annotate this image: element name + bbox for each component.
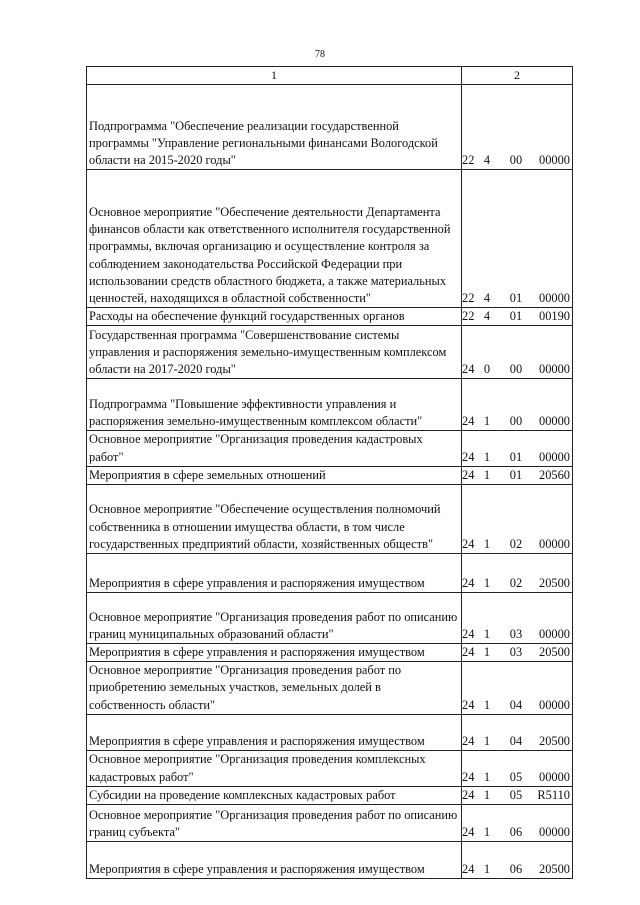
code-part-c2: 4 [483, 153, 491, 167]
code-part-c4: 20500 [539, 645, 570, 660]
code-part-c1: 24 [462, 536, 475, 551]
row-description: Основное мероприятие "Организация проведения работ по приобретению земельных участков, земельных долей в собственность области" [87, 662, 462, 715]
row-description: Основное мероприятие "Обеспечение осуществления полномочий собственника в отношении имущества области, в том числе государственных предприятий области, хозяйственных обществ" [87, 485, 462, 554]
target-code [462, 413, 572, 430]
table-row [87, 554, 573, 593]
code-part-c2: 1 [483, 645, 491, 660]
code-part-c3: 02 [509, 575, 523, 590]
code-part-c2: 0 [483, 362, 491, 377]
row-code-cell [462, 379, 573, 431]
target-code [462, 536, 572, 553]
row-description: Подпрограмма "Повышение эффективности управления и распоряжения земельно-имущественным комплексом области" [87, 379, 462, 431]
target-code [462, 467, 572, 484]
row-code-cell [462, 85, 573, 170]
code-part-c4: 00000 [539, 626, 570, 641]
row-description: Основное мероприятие "Обеспечение деятельности Департамента финансов области как ответственного исполнителя государственной программы, включая организацию и осуществление контроля за соблюдением законодательства Российской Федерации при использовании средств областного бюджета, а также материальных ценностей, находящихся в областной собственности" [87, 170, 462, 308]
table-row [87, 750, 573, 786]
row-description: Основное мероприятие "Организация проведения комплексных кадастровых работ" [87, 750, 462, 786]
row-code-cell [462, 554, 573, 593]
target-code [462, 644, 572, 661]
code-part-c4: 00000 [539, 414, 570, 429]
code-part-c1: 24 [462, 733, 475, 748]
row-code-cell [462, 786, 573, 804]
code-part-c3: 01 [509, 467, 523, 482]
table-row [87, 714, 573, 750]
page-number: 78 [315, 49, 325, 60]
code-part-c2: 4 [483, 309, 491, 324]
code-part-c4: 20500 [539, 575, 570, 590]
target-code [462, 733, 572, 750]
code-part-c2: 1 [483, 536, 491, 551]
target-code [462, 449, 572, 466]
code-part-c4: 00000 [539, 153, 570, 167]
row-description: Мероприятия в сфере управления и распоряжения имуществом [87, 644, 462, 662]
row-description: Мероприятия в сфере земельных отношений [87, 466, 462, 484]
code-part-c2: 1 [483, 769, 491, 784]
code-part-c3: 05 [509, 787, 523, 802]
code-part-c2: 1 [483, 861, 491, 876]
code-part-c1: 24 [462, 626, 475, 641]
code-part-c1: 24 [462, 645, 475, 660]
code-part-c3: 04 [509, 733, 523, 748]
code-part-c4: 00000 [539, 769, 570, 784]
target-code [462, 824, 572, 841]
table-row [87, 644, 573, 662]
row-description: Расходы на обеспечение функций государственных органов [87, 308, 462, 326]
row-code-cell [462, 466, 573, 484]
target-code [462, 697, 572, 714]
code-part-c3: 03 [509, 645, 523, 660]
target-code [462, 290, 572, 307]
row-code-cell [462, 326, 573, 379]
target-code [462, 575, 572, 592]
code-part-c2: 1 [483, 824, 491, 839]
code-part-c2: 1 [483, 787, 491, 802]
table-row [87, 786, 573, 804]
code-part-c4: 00000 [539, 536, 570, 551]
table-body [87, 85, 573, 879]
code-part-c4: 00000 [539, 697, 570, 712]
code-part-c4: 00000 [539, 291, 570, 305]
row-code-cell [462, 308, 573, 326]
code-part-c4: 00190 [539, 309, 570, 324]
header-col-2: 2 [462, 67, 573, 85]
code-part-c3: 00 [509, 362, 523, 377]
code-part-c2: 1 [483, 626, 491, 641]
table-row [87, 308, 573, 326]
code-part-c3: 02 [509, 536, 523, 551]
code-part-c2: 1 [483, 575, 491, 590]
code-part-c2: 1 [483, 697, 491, 712]
row-description: Субсидии на проведение комплексных кадастровых работ [87, 786, 462, 804]
target-code [462, 361, 572, 378]
target-code [462, 861, 572, 878]
code-part-c3: 05 [509, 769, 523, 784]
code-part-c3: 04 [509, 697, 523, 712]
row-code-cell [462, 714, 573, 750]
code-part-c1: 24 [462, 787, 475, 802]
code-part-c3: 06 [509, 861, 523, 876]
code-part-c4: R5110 [537, 787, 570, 802]
table-row [87, 85, 573, 170]
row-description: Основное мероприятие "Организация проведения работ по описанию границ субъекта" [87, 805, 462, 842]
table-row [87, 593, 573, 644]
target-code [462, 769, 572, 786]
code-part-c4: 00000 [539, 824, 570, 839]
row-code-cell [462, 593, 573, 644]
target-code [462, 787, 572, 804]
row-code-cell [462, 485, 573, 554]
code-part-c3: 01 [509, 309, 523, 324]
code-part-c3: 06 [509, 824, 523, 839]
code-part-c1: 24 [462, 824, 475, 839]
code-part-c3: 03 [509, 626, 523, 641]
table-row [87, 805, 573, 842]
code-part-c2: 4 [483, 291, 491, 305]
code-part-c3: 01 [509, 449, 523, 464]
budget-table [86, 66, 573, 879]
code-part-c2: 1 [483, 733, 491, 748]
row-description: Подпрограмма "Обеспечение реализации государственной программы "Управление региональными финансами Вологодской области на 2015-2020 годы" [87, 85, 462, 170]
row-code-cell [462, 805, 573, 842]
code-part-c1: 24 [462, 362, 475, 377]
table-row [87, 326, 573, 379]
code-part-c4: 20500 [539, 861, 570, 876]
code-part-c4: 00000 [539, 362, 570, 377]
code-part-c1: 24 [462, 861, 475, 876]
code-part-c2: 1 [483, 449, 491, 464]
row-description: Основное мероприятие "Организация проведения кадастровых работ" [87, 431, 462, 466]
row-code-cell [462, 662, 573, 715]
row-code-cell [462, 431, 573, 466]
table-row [87, 379, 573, 431]
code-part-c1: 22 [462, 291, 475, 305]
row-description: Мероприятия в сфере управления и распоряжения имуществом [87, 842, 462, 879]
table-row [87, 485, 573, 554]
table-row [87, 170, 573, 308]
row-description: Основное мероприятие "Организация проведения работ по описанию границ муниципальных образований области" [87, 593, 462, 644]
code-part-c1: 22 [462, 153, 475, 167]
row-code-cell [462, 750, 573, 786]
table-row [87, 431, 573, 466]
row-code-cell [462, 842, 573, 879]
row-description: Мероприятия в сфере управления и распоряжения имуществом [87, 714, 462, 750]
code-part-c4: 20500 [539, 733, 570, 748]
row-code-cell [462, 644, 573, 662]
code-part-c3: 00 [509, 414, 523, 429]
code-part-c1: 24 [462, 575, 475, 590]
code-part-c2: 1 [483, 467, 491, 482]
code-part-c4: 20560 [539, 467, 570, 482]
table-row [87, 466, 573, 484]
header-col-1: 1 [87, 67, 462, 85]
code-part-c1: 24 [462, 414, 475, 429]
row-description: Мероприятия в сфере управления и распоряжения имуществом [87, 554, 462, 593]
code-part-c4: 00000 [539, 449, 570, 464]
target-code [462, 626, 572, 643]
code-part-c3: 01 [509, 291, 523, 305]
table-row [87, 842, 573, 879]
code-part-c2: 1 [483, 414, 491, 429]
code-part-c1: 24 [462, 697, 475, 712]
code-part-c1: 22 [462, 309, 475, 324]
target-code [462, 308, 572, 325]
code-part-c1: 24 [462, 467, 475, 482]
code-part-c1: 24 [462, 449, 475, 464]
code-part-c1: 24 [462, 769, 475, 784]
table-row [87, 662, 573, 715]
target-code [462, 152, 572, 169]
code-part-c3: 00 [509, 153, 523, 167]
header-row [87, 67, 573, 85]
row-description: Государственная программа "Совершенствование системы управления и распоряжения земельно-имущественным комплексом области на 2017-2020 годы" [87, 326, 462, 379]
row-code-cell [462, 170, 573, 308]
